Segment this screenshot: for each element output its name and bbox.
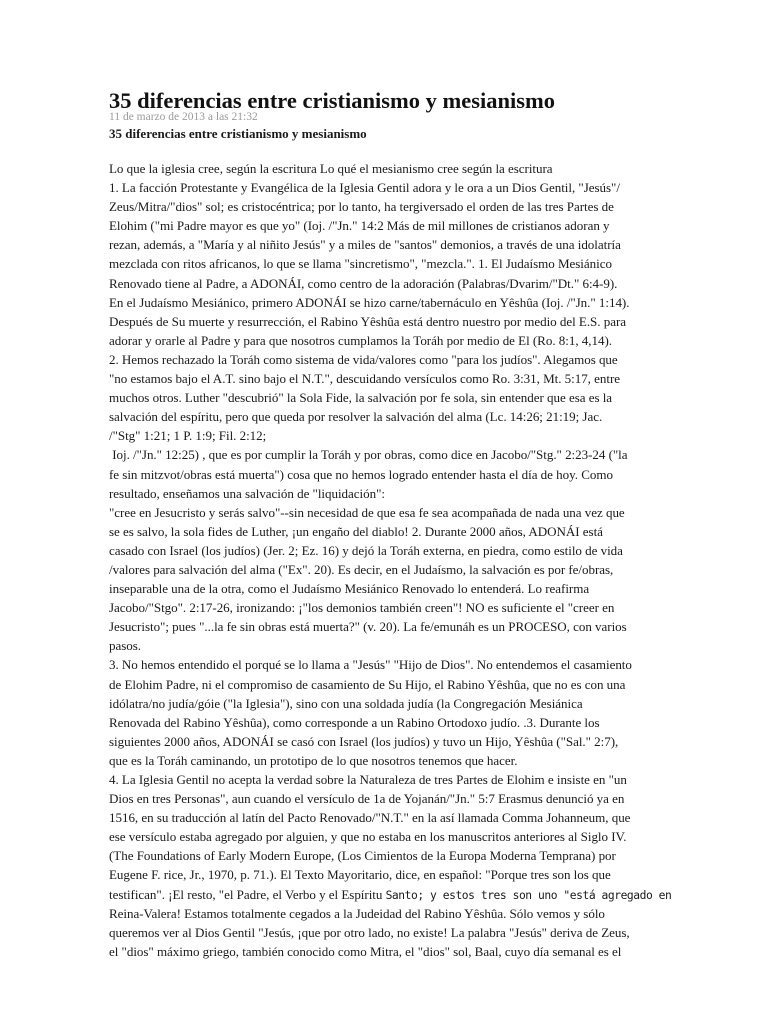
body-line-typed-part: Santo; y estos tres son uno "está agregado en [385,888,672,902]
body-line: Reina-Valera! Estamos totalmente cegados a la Judeidad del Rabino Yêshûa. Sólo vemos y sólo [109,905,605,921]
body-line: salvación del espíritu, pero que queda por resolver la salvación del alma (Lc. 14:26; 21:19; Jac. [109,409,603,425]
body-line: 1516, en su traducción al latín del Pacto Renovado/"N.T." en la así llamada Comma Johanneum, que [109,810,631,826]
body-line: muchos otros. Luther "descubrió" la Sola Fide, la salvación por fe sola, sin entender que esa es la [109,390,613,406]
body-line: Renovado tiene al Padre, a ADONÁI, como centro de la adoración (Palabras/Dvarim/"Dt." 6:4-9). [109,275,618,291]
body-line: Después de Su muerte y resurrección, el Rabino Yêshûa está dentro nuestro por medio del E.S. para [109,313,626,329]
body-line: que es la Toráh caminando, un prototipo de lo que nosotros tenemos que hacer. [109,752,518,768]
body-line-mixed [109,885,672,904]
body-line: adorar y orarle al Padre y para que nosotros cumplamos la Toráh por medio de El (Ro. 8:1, 4,14). [109,332,612,348]
body-line: pasos. [109,638,142,654]
body-line: se es salvo, la sola fides de Luther, ¡un engaño del diablo! 2. Durante 2000 años, ADONÁI está [109,523,603,539]
body-line: "cree en Jesucristo y serás salvo"--sin necesidad de que esa fe sea acompañada de nada una vez que [109,504,625,520]
body-line: queremos ver al Dios Gentil "Jesús, ¡que por otro lado, no existe! La palabra "Jesús" deriva de Zeus, [109,924,630,940]
body-line: casado con Israel (los judíos) (Jer. 2; Ez. 16) y dejó la Toráh externa, en piedra, como estilo de vida [109,542,623,558]
body-line: /valores para salvación del alma ("Ex". 20). Es decir, en el Judaísmo, la salvación es por fe/obras, [109,561,614,577]
post-date: 11 de marzo de 2013 a las 21:32 [109,111,258,123]
body-line: idólatra/no judía/góie ("la Iglesia"), sino con una soldada judía (la Congregación Mesiánica [109,695,583,711]
body-line: /"Stg" 1:21; 1 P. 1:9; Fil. 2:12; [109,428,267,444]
body-line: resultado, enseñamos una salvación de "liquidación": [109,485,385,501]
body-line: mezclada con ritos africanos, lo que se llama "sincretismo", "mezcla.". 1. El Judaísmo Mesiánico [109,256,612,272]
body-line: rezan, además, a "María y al niñito Jesús" y a miles de "santos" demonios, a través de una idolatría [109,237,621,253]
body-line: siguientes 2000 años, ADONÁI se casó con Israel (los judíos) y tuvo un Hijo, Yêshûa ("Sal." 2:7), [109,733,619,749]
article-body [109,159,672,961]
body-line: Ioj. /"Jn." 12:25) , que es por cumplir la Toráh y por obras, como dice en Jacobo/"Stg." 2:23-24 ("la [109,447,628,463]
body-line: ese versículo estaba agregado por alguien, y que no estaba en los manuscritos anteriores al Siglo IV. [109,829,627,845]
body-line: En el Judaísmo Mesiánico, primero ADONÁI se hizo carne/tabernáculo en Yêshûa (Ioj. /"Jn." 1:14). [109,294,630,310]
body-line: 4. La Iglesia Gentil no acepta la verdad sobre la Naturaleza de tres Partes de Elohim e insiste en "un [109,772,627,787]
body-line: 2. Hemos rechazado la Toráh como sistema de vida/valores como "para los judíos". Alegamos que [109,351,618,367]
body-line: de Elohim Padre, ni el compromiso de casamiento de Su Hijo, el Rabino Yêshûa, que no es con una [109,676,626,692]
body-line: Eugene F. rice, Jr., 1970, p. 71.). El Texto Mayoritario, dice, en español: "Porque tres son los que [109,867,611,883]
body-line: 1. La facción Protestante y Evangélica de la Iglesia Gentil adora y le ora a un Dios Gentil, "Jesús"/ [109,180,620,196]
body-line: inseparable una de la otra, como el Judaísmo Mesiánico Renovado lo entenderá. Lo reafirma [109,581,590,597]
article [109,88,672,961]
article-subtitle: 35 diferencias entre cristianismo y mesianismo [109,126,367,141]
body-line: Renovada del Rabino Yêshûa), como corresponde a un Rabino Ortodoxo judío. .3. Durante los [109,714,600,730]
body-line: Dios en tres Personas", aun cuando el versículo de 1a de Yojanán/"Jn." 5:7 Erasmus denunció ya en [109,791,625,807]
body-line: (The Foundations of Early Modern Europe, (Los Cimientos de la Europa Moderna Temprana) por [109,848,616,864]
body-line: Jesucristo"; pues "...la fe sin obras está muerta?" (v. 20). La fe/emunáh es un PROCESO, con varios [109,619,627,635]
body-line-serif-part: testifican". ¡El resto, "el Padre, el Verbo y el Espíritu [109,886,386,902]
body-line: Jacobo/"Stgo". 2:17-26, ironizando: ¡"los demonios también creen"! NO es suficiente el "creer en [109,600,615,616]
body-line: Zeus/Mitra/"dios" sol; es cristocéntrica; por lo tanto, ha tergiversado el orden de las tres Partes de [109,199,614,215]
body-line: Lo que la iglesia cree, según la escritura Lo qué el mesianismo cree según la escritura [109,161,553,176]
body-line: 3. No hemos entendido el porqué se lo llama a "Jesús" "Hijo de Dios". No entendemos el casamiento [109,657,632,673]
body-line: el "dios" máximo griego, también conocido como Mitra, el "dios" sol, Baal, cuyo día semanal es el [109,943,622,959]
article-title: 35 diferencias entre cristianismo y mesianismo [109,88,555,113]
body-line: fe sin mitzvot/obras está muerta") cosa que no hemos logrado entender hasta el día de hoy. Como [109,466,613,482]
body-line: "no estamos bajo el A.T. sino bajo el N.T.", descuidando versículos como Ro. 3:31, Mt. 5:17, entre [109,371,621,387]
body-line: Elohim ("mi Padre mayor es que yo" (Ioj. /"Jn." 14:2 Más de mil millones de cristianos adoran y [109,218,610,234]
